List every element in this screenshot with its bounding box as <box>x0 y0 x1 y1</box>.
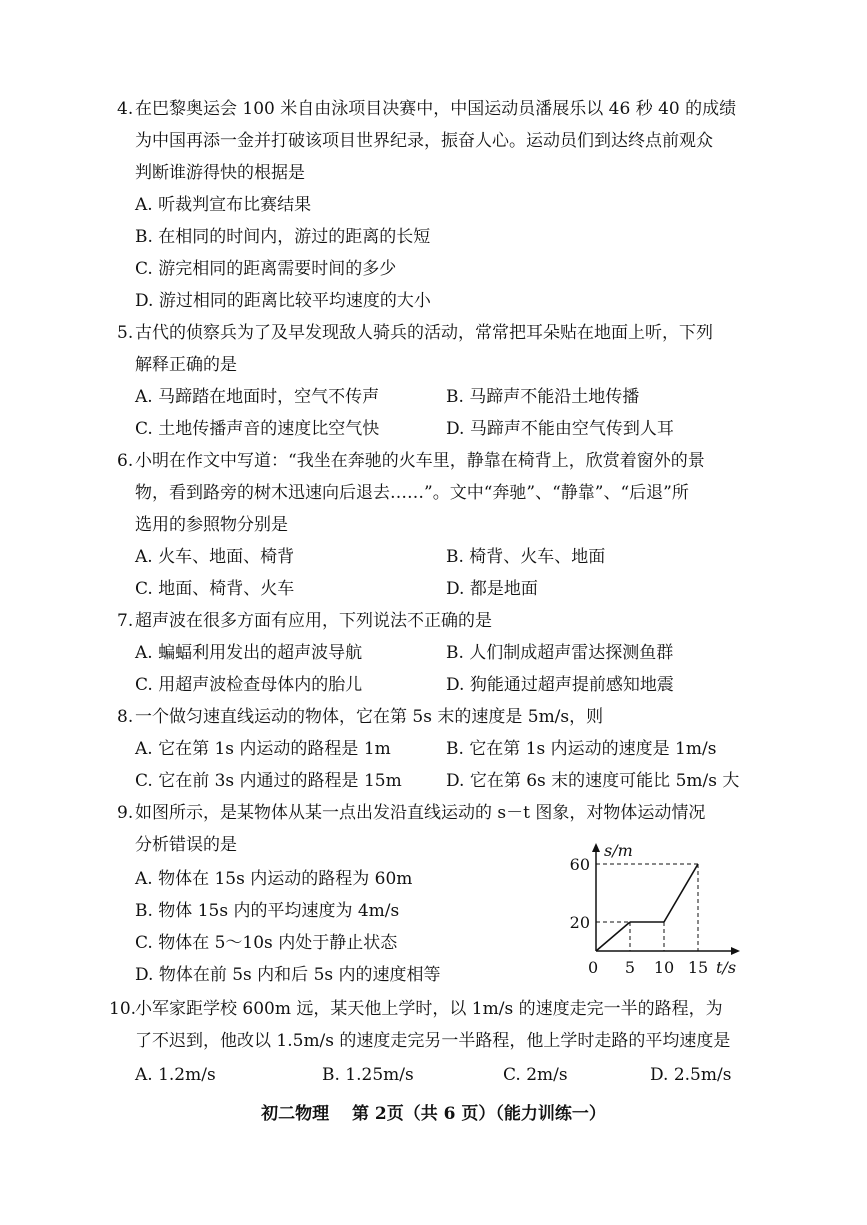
question-10-option-d: D. 2.5m/s <box>650 1065 732 1085</box>
question-5-stem-line-1: 古代的侦察兵为了及早发现敌人骑兵的活动，常常把耳朵贴在地面上听，下列 <box>135 323 713 343</box>
x-tick-label-5: 5 <box>624 958 636 977</box>
question-10-number: 10. <box>109 999 137 1019</box>
question-7-option-a: A. 蝙蝠利用发出的超声波导航 <box>135 643 363 663</box>
question-4-option-a: A. 听裁判宣布比赛结果 <box>135 195 312 215</box>
question-4-stem-line-3: 判断谁游得快的根据是 <box>135 163 305 183</box>
question-8-option-c: C. 它在前 3s 内通过的路程是 15m <box>135 771 402 791</box>
question-9-stem-line-1: 如图所示，是某物体从某一点出发沿直线运动的 s－t 图象，对物体运动情况 <box>135 803 706 823</box>
question-5-option-a: A. 马蹄踏在地面时，空气不传声 <box>135 387 380 407</box>
question-8-option-d: D. 它在第 6s 末的速度可能比 5m/s 大 <box>446 771 740 791</box>
question-7-number: 7. <box>117 611 134 631</box>
y-axis-label: s/m <box>604 841 633 860</box>
question-10-stem-line-2: 了不迟到，他改以 1.5m/s 的速度走完另一半路程，他上学时走路的平均速度是 <box>135 1031 731 1051</box>
question-9-option-c: C. 物体在 5～10s 内处于静止状态 <box>135 933 398 953</box>
question-9-option-a: A. 物体在 15s 内运动的路程为 60m <box>135 869 413 889</box>
s-t-graph <box>570 838 750 988</box>
question-8-option-b: B. 它在第 1s 内运动的速度是 1m/s <box>446 739 717 759</box>
x-tick-label-10: 10 <box>653 958 675 977</box>
question-5-option-d: D. 马蹄声不能由空气传到人耳 <box>446 419 674 439</box>
graph-axes <box>588 841 740 977</box>
question-9-stem-line-2: 分析错误的是 <box>135 835 237 855</box>
question-5-stem-line-2: 解释正确的是 <box>135 355 237 375</box>
question-6-stem-line-2: 物，看到路旁的树木迅速向后退去……”。文中“奔驰”、“静靠”、“后退”所 <box>135 483 689 503</box>
x-tick-label-15: 15 <box>687 958 709 977</box>
question-5-number: 5. <box>117 323 134 343</box>
question-5-option-b: B. 马蹄声不能沿土地传播 <box>446 387 640 407</box>
question-4-option-c: C. 游完相同的距离需要时间的多少 <box>135 259 397 279</box>
question-6-stem-line-3: 选用的参照物分别是 <box>135 515 288 535</box>
page-footer: 初二物理 第 2页（共 6 页）（能力训练一） <box>261 1104 606 1124</box>
question-4-number: 4. <box>117 99 134 119</box>
x-axis-label: t/s <box>716 958 737 977</box>
question-6-stem-line-1: 小明在作文中写道：“我坐在奔驰的火车里，静靠在椅背上，欣赏着窗外的景 <box>135 451 705 471</box>
question-4-option-d: D. 游过相同的距离比较平均速度的大小 <box>135 291 431 311</box>
question-7-option-c: C. 用超声波检查母体内的胎儿 <box>135 675 363 695</box>
question-9-option-b: B. 物体 15s 内的平均速度为 4m/s <box>135 901 400 921</box>
y-axis-arrow <box>592 843 600 852</box>
origin-label: 0 <box>588 958 599 977</box>
question-10-stem-line-1: 小军家距学校 600m 远，某天他上学时，以 1m/s 的速度走完一半的路程，为 <box>135 999 723 1019</box>
question-7-stem-line-1: 超声波在很多方面有应用，下列说法不正确的是 <box>135 611 492 631</box>
y-tick-label-60: 60 <box>570 855 590 874</box>
question-6-number: 6. <box>117 451 134 471</box>
question-7-option-d: D. 狗能通过超声提前感知地震 <box>446 675 674 695</box>
x-axis-arrow <box>731 947 740 955</box>
question-6-option-a: A. 火车、地面、椅背 <box>135 547 295 567</box>
question-9-option-d: D. 物体在前 5s 内和后 5s 内的速度相等 <box>135 965 441 985</box>
question-10-option-a: A. 1.2m/s <box>135 1065 216 1085</box>
question-6-option-b: B. 椅背、火车、地面 <box>446 547 606 567</box>
question-4-stem-line-2: 为中国再添一金并打破该项目世界纪录，振奋人心。运动员们到达终点前观众 <box>135 131 713 151</box>
question-4-stem-line-1: 在巴黎奥运会 100 米自由泳项目决赛中，中国运动员潘展乐以 46 秒 40 的成绩 <box>135 99 737 119</box>
series-segment-3 <box>664 864 698 922</box>
question-7-option-b: B. 人们制成超声雷达探测鱼群 <box>446 643 674 663</box>
question-6-option-d: D. 都是地面 <box>446 579 538 599</box>
series-segment-1 <box>596 922 630 951</box>
question-8-stem-line-1: 一个做匀速直线运动的物体，它在第 5s 末的速度是 5m/s，则 <box>135 707 604 727</box>
question-5-option-c: C. 土地传播声音的速度比空气快 <box>135 419 380 439</box>
question-6-option-c: C. 地面、椅背、火车 <box>135 579 295 599</box>
question-4-option-b: B. 在相同的时间内，游过的距离的长短 <box>135 227 431 247</box>
question-10-option-b: B. 1.25m/s <box>322 1065 414 1085</box>
question-8-number: 8. <box>117 707 134 727</box>
question-9-number: 9. <box>117 803 134 823</box>
y-tick-label-20: 20 <box>570 913 590 932</box>
question-10-option-c: C. 2m/s <box>503 1065 568 1085</box>
question-8-option-a: A. 它在第 1s 内运动的路程是 1m <box>135 739 391 759</box>
